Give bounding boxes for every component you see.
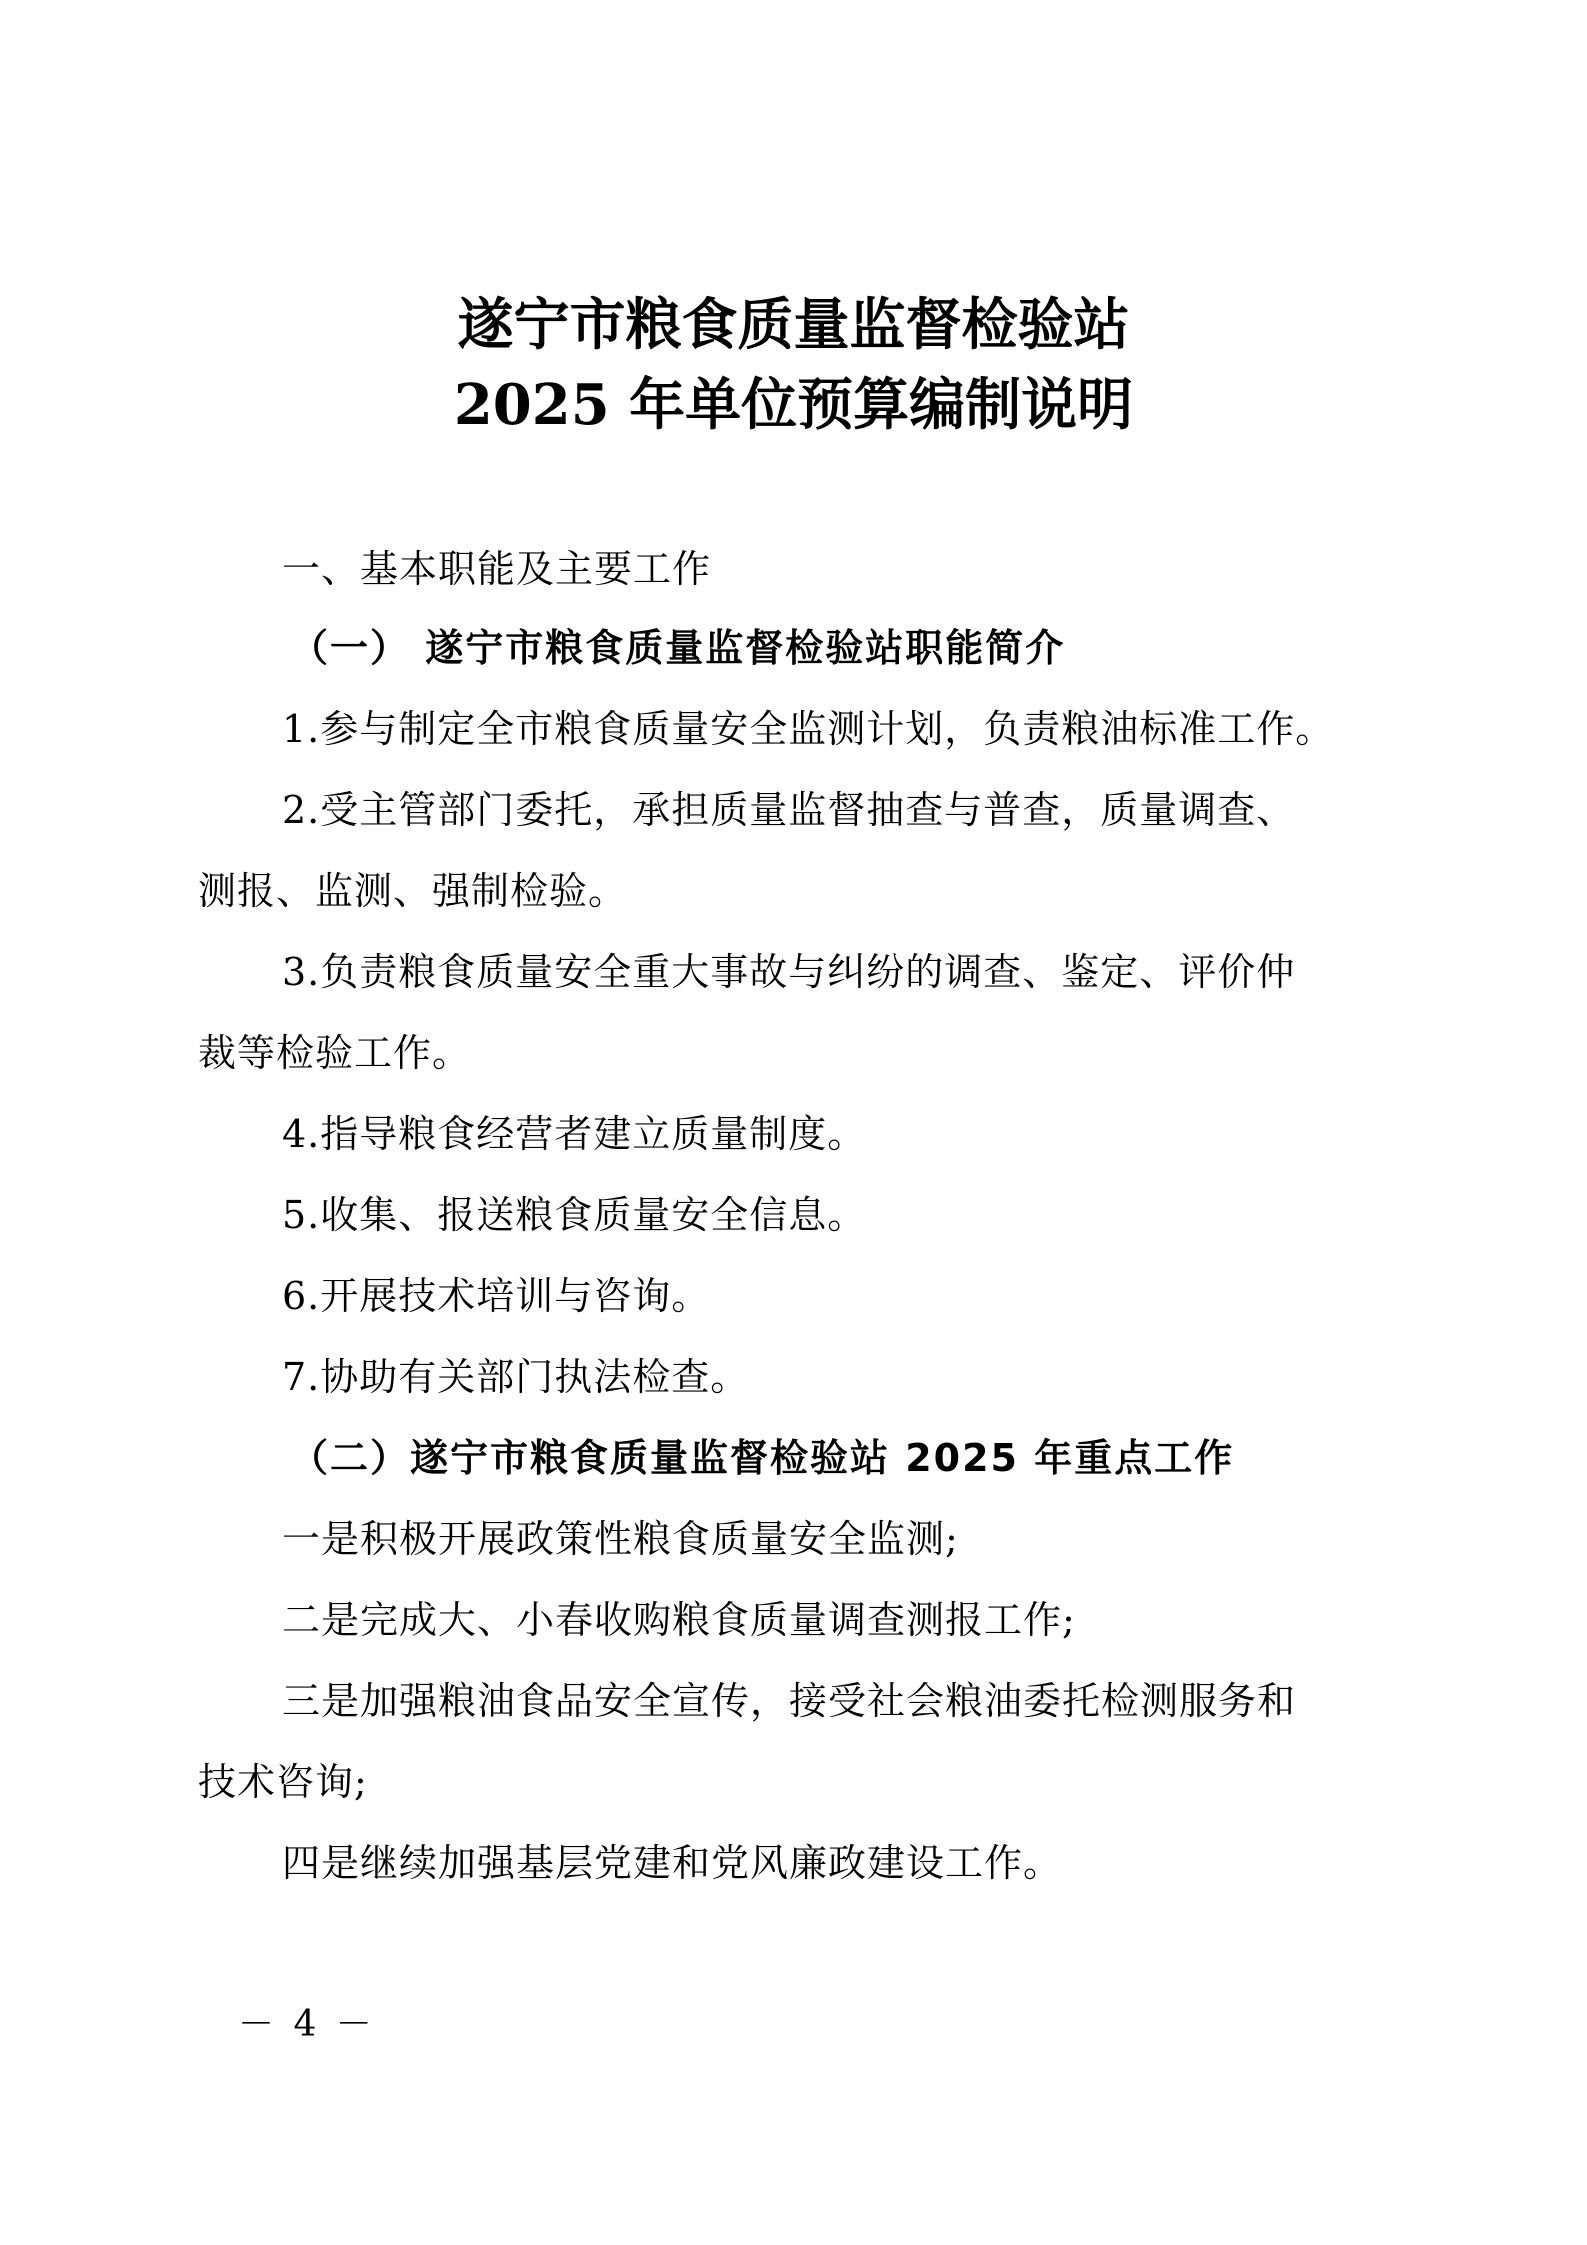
key-work-item-1: 一是积极开展政策性粮食质量安全监测; [282,1517,959,1561]
subsection-heading-key-work-2025: （二）遂宁市粮食质量监督检验站 2025 年重点工作 [290,1436,1235,1480]
section-heading-basic-functions: 一、基本职能及主要工作 [282,547,712,591]
function-item-7: 7.协助有关部门执法检查。 [282,1355,750,1399]
page-number: － 4 － [238,2004,376,2045]
function-item-2-line2: 测报、监测、强制检验。 [198,869,628,913]
key-work-item-3-line1: 三是加强粮油食品安全宣传，接受社会粮油委托检测服务和 [282,1679,1297,1723]
subsection-heading-functions-intro: （一） 遂宁市粮食质量监督检验站职能简介 [290,626,1066,670]
function-item-5: 5.收集、报送粮食质量安全信息。 [282,1193,867,1237]
document-title-line1: 遂宁市粮食质量监督检验站 [457,292,1130,358]
function-item-1: 1.参与制定全市粮食质量安全监测计划，负责粮油标准工作。 [282,707,1335,751]
document-title-line2: 2025 年单位预算编制说明 [453,372,1134,438]
key-work-item-2: 二是完成大、小春收购粮食质量调查测报工作; [282,1598,1076,1642]
function-item-3-line2: 裁等检验工作。 [198,1031,472,1075]
function-item-2-line1: 2.受主管部门委托，承担质量监督抽查与普查，质量调查、 [282,788,1296,832]
function-item-3-line1: 3.负责粮食质量安全重大事故与纠纷的调查、鉴定、评价仲 [282,950,1296,994]
key-work-item-3-line2: 技术咨询; [198,1760,368,1804]
function-item-4: 4.指导粮食经营者建立质量制度。 [282,1112,867,1156]
key-work-item-4: 四是继续加强基层党建和党风廉政建设工作。 [282,1841,1063,1885]
function-item-6: 6.开展技术培训与咨询。 [282,1274,711,1318]
